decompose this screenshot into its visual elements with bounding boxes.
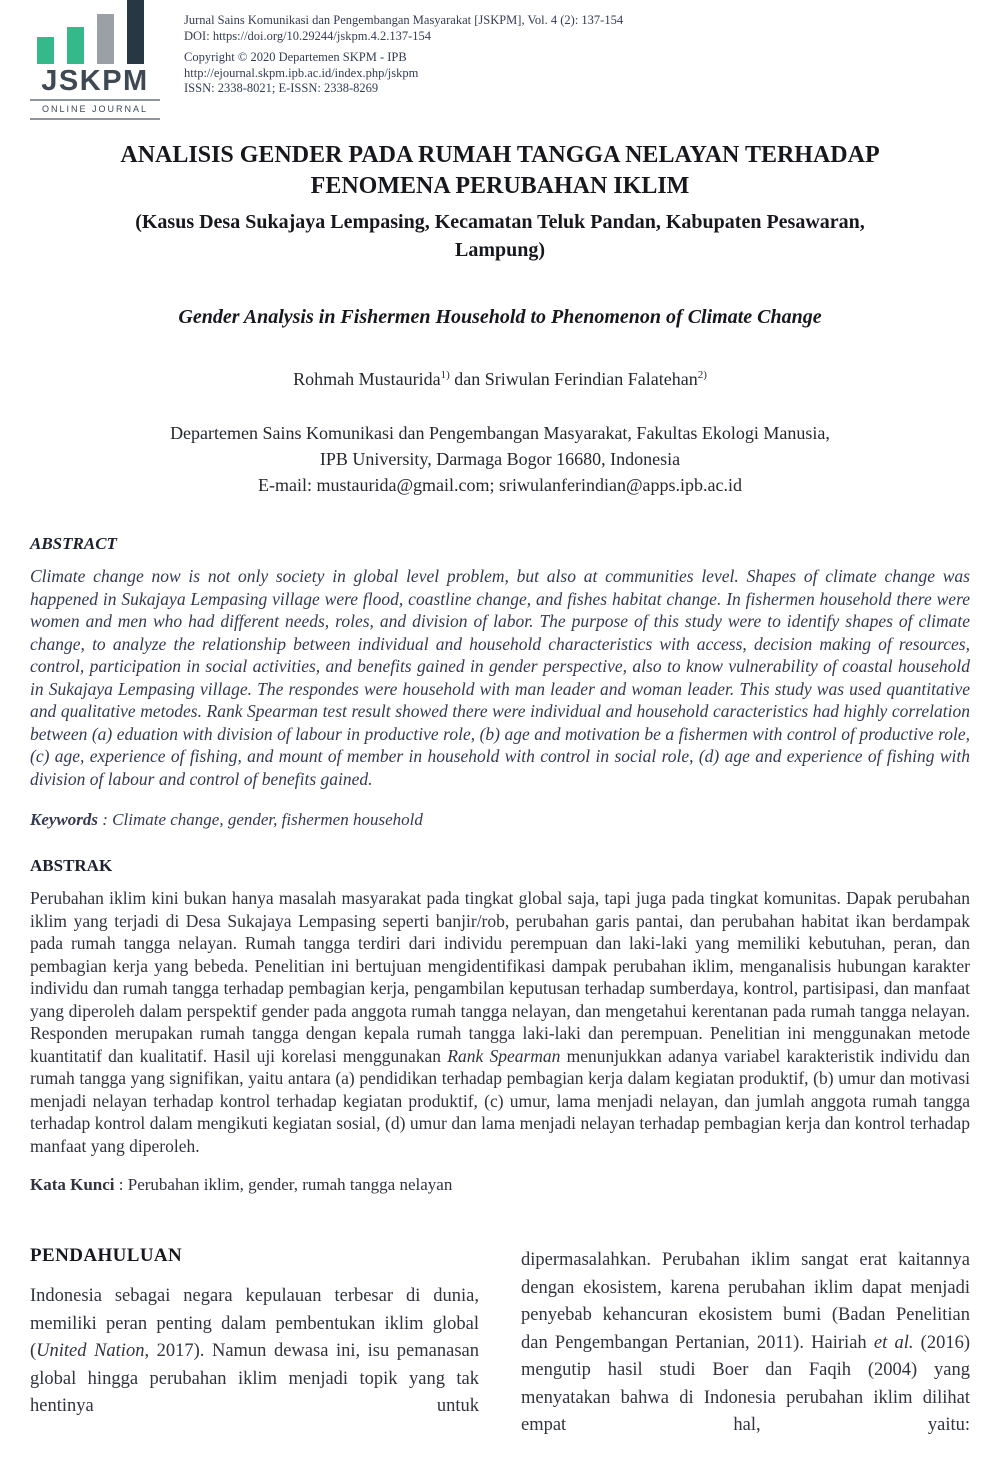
- logo-bar-2: [67, 27, 84, 64]
- intro-left-part-2: , 2017). Namun dewasa ini, isu pemanasan global hingga perubahan iklim menjadi topik yang tak hentinya untuk: [30, 1341, 479, 1416]
- article-title-indonesian: [30, 140, 970, 202]
- authors-separator: dan: [449, 369, 485, 389]
- keywords-text: : Climate change, gender, fishermen household: [98, 810, 423, 829]
- abstract-body: Climate change now is not only society in global level problem, but also at communities level. Shapes of climate change was happened in Sukajaya Lempasing village were flood, coastline change, and fishes habitat change. In fishermen household there were women and men who had different needs, roles, and division of labor. The purpose of this study were to identify shapes of climate change, to analyze the relationship between individual and household characteristics with access, decision making of resources, control, participation in social activities, and benefits gained in gender perspective, also to know vulnerability of coastal household in Sukajaya Lempasing village. The respondes were household with man leader and woman leader. This study was used quantitative and qualitative metodes. Rank Spearman test result showed there were individual and household caracteristics had highly correlation between (a) eduation with division of labour in productive role, (b) age and motivation be a fishermen with control of productive role, (c) age, experience of fishing, and mount of member in household with control in social role, (d) age and experience of fishing with division of labour and control of benefits gained.: [30, 566, 970, 789]
- intro-paragraph-left: [30, 1283, 479, 1421]
- intro-paragraph-right: [521, 1247, 970, 1440]
- kata-kunci-text: : Perubahan iklim, gender, rumah tangga nelayan: [114, 1175, 453, 1194]
- left-column: [30, 1245, 479, 1440]
- case-line-2: Lampung): [454, 239, 546, 261]
- two-column-section: [30, 1245, 970, 1440]
- case-line-1: (Kasus Desa Sukajaya Lempasing, Kecamatan Teluk Pandan, Kabupaten Pesawaran,: [135, 211, 865, 233]
- article-title-line-2: FENOMENA PERUBAHAN IKLIM: [310, 173, 690, 199]
- article-title-line-1: ANALISIS GENDER PADA RUMAH TANGGA NELAYAN TERHADAP: [120, 142, 880, 168]
- logo-bar-3: [97, 14, 114, 64]
- abstract-heading: ABSTRACT: [30, 534, 117, 553]
- abstrak-body: [30, 887, 970, 1157]
- author-1-superscript: 1): [440, 369, 450, 381]
- intro-right-italic: et al.: [873, 1332, 914, 1353]
- email-line: E-mail: mustaurida@gmail.com; sriwulanferindian@apps.ipb.ac.id: [257, 475, 743, 495]
- intro-right-part-2: (2016) mengutip hasil studi Boer dan Faqih (2004) yang menyatakan bahwa di Indonesia perubahan iklim dilihat empat hal, yaitu:: [521, 1332, 971, 1435]
- doi-line: DOI: https://doi.org/10.29244/jskpm.4.2.137-154: [184, 28, 431, 43]
- logo-subtitle: ONLINE JOURNAL: [30, 99, 160, 120]
- logo-bar-chart-icon: [30, 0, 160, 64]
- logo-bar-4: [127, 0, 144, 64]
- copyright-line: Copyright © 2020 Departemen SKPM - IPB: [184, 50, 407, 64]
- authors-line: [30, 369, 970, 390]
- author-1-name: Rohmah Mustaurida: [293, 369, 441, 389]
- affiliation-line-2: IPB University, Darmaga Bogor 16680, Indonesia: [319, 449, 681, 469]
- affiliation-line-1: Departemen Sains Komunikasi dan Pengembangan Masyarakat, Fakultas Ekologi Manusia,: [170, 423, 830, 443]
- keywords-line: [30, 810, 970, 830]
- kata-kunci-line: [30, 1175, 970, 1195]
- journal-title-line: Jurnal Sains Komunikasi dan Pengembangan Masyarakat [JSKPM], Vol. 4 (2): 137-154: [184, 13, 624, 27]
- affiliation-block: [30, 420, 970, 498]
- abstrak-heading: ABSTRAK: [30, 856, 113, 875]
- intro-left-italic: United Nation: [36, 1341, 145, 1361]
- right-column: [521, 1245, 970, 1440]
- section-heading-pendahuluan: PENDAHULUAN: [30, 1245, 183, 1266]
- author-2-superscript: 2): [697, 369, 707, 381]
- journal-url-line: http://ejournal.skpm.ipb.ac.id/index.php/jskpm: [184, 65, 419, 80]
- author-2-name: Sriwulan Ferindian Falatehan: [484, 369, 698, 389]
- abstrak-text-italic: Rank Spearman: [447, 1045, 561, 1066]
- issn-line: ISSN: 2338-8021; E-ISSN: 2338-8269: [184, 81, 379, 95]
- intro-left-part-1: Indonesia sebagai negara kepulauan terbesar di dunia, memiliki peran penting dalam pembentukan iklim global (: [30, 1286, 479, 1361]
- kata-kunci-label: Kata Kunci: [30, 1175, 115, 1194]
- logo-name: JSKPM: [41, 65, 149, 97]
- article-title-case-study: [30, 208, 970, 264]
- page-header: [30, 0, 970, 120]
- abstrak-text-part-2: menunjukkan adanya variabel karakteristik individu dan rumah tangga yang signifikan, yaitu antara (a) pendidikan terhadap pembagian kerja dalam kegiatan produktif, (b) umur dan motivasi menjadi nelayan terhadap kontrol terhadap kegiatan produktif, (c) umur, lama menjadi nelayan, dan jumlah anggota rumah tangga terhadap kontrol dalam mengikuti kegiatan sosial, (d) umur dan lama menjadi nelayan terhadap pembagian kerja dan kontrol terhadap manfaat yang diperoleh.: [30, 1045, 971, 1156]
- logo-bar-1: [37, 37, 54, 64]
- jskpm-logo: [30, 0, 160, 120]
- article-title-english: Gender Analysis in Fishermen Household to Phenomenon of Climate Change: [178, 306, 822, 328]
- abstrak-text-part-1: Perubahan iklim kini bukan hanya masalah masyarakat pada tingkat global saja, tapi juga pada tingkat komunitas. Dapak perubahan iklim yang terjadi di Desa Sukajaya Lempasing seperti banjir/rob, perubahan garis pantai, dan perubahan habitat ikan berdampak pada rumah tangga nelayan. Rumah tangga terdiri dari individu perempuan dan laki-laki yang memiliki kebutuhan, peran, dan pembagian kerja yang bebeda. Penelitian ini bertujuan mengidentifikasi dampak perubahan iklim, menganalisis hubungan karakter individu dan rumah tangga terhadap pembagian kerja, pengambilan keputusan terhadap sumberdaya, kontrol, partisipasi, dan manfaat yang diperoleh dalam perspektif gender pada anggota rumah tangga nelayan, dan mengetahui kerentanan pada rumah tangga nelayan. Responden merupakan rumah tangga dengan kepala rumah tangga laki-laki dan perempuan. Penelitian ini menggunakan metode kuantitatif dan kualitatif. Hasil uji korelasi menggunakan: [30, 888, 970, 1066]
- intro-right-part-1: dipermasalahkan. Perubahan iklim sangat erat kaitannya dengan ekosistem, karena perubahan iklim dapat menjadi penyebab kehancuran ekosistem bumi (Badan Penelitian dan Pengembangan Pertanian, 2011). Hairiah: [521, 1250, 970, 1353]
- journal-info-block: [184, 0, 623, 120]
- keywords-label: Keywords: [30, 810, 98, 829]
